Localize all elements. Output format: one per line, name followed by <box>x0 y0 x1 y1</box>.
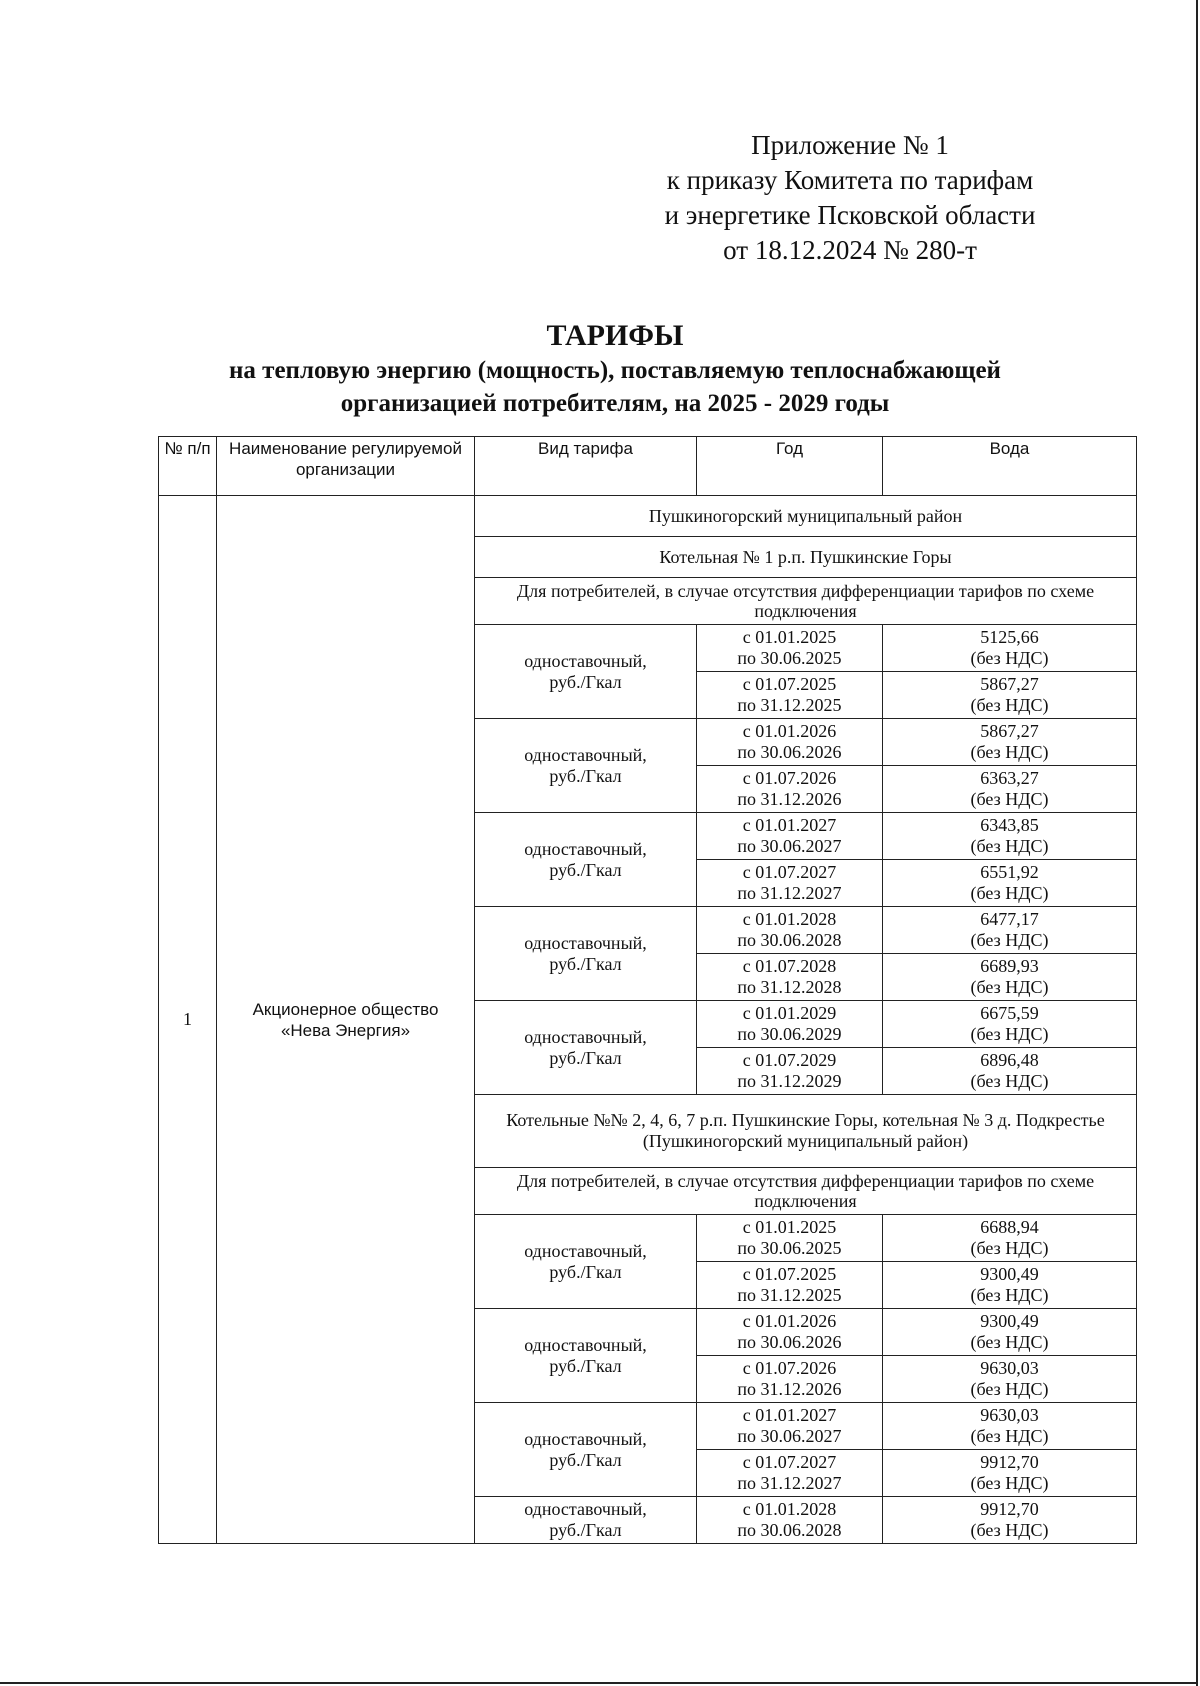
period-line: по 31.12.2026 <box>737 1379 842 1399</box>
period <box>697 1309 883 1356</box>
tariff-value <box>883 672 1137 719</box>
tariff-value-line: (без НДС) <box>970 1024 1049 1044</box>
tariff-type-line: одноставочный, <box>524 1499 647 1519</box>
consumer-note: Для потребителей, в случае отсутствия дифференциации тарифов по схеме подключения <box>475 578 1137 625</box>
tariff-value-line: (без НДС) <box>970 1071 1049 1091</box>
tariff-type-line: руб./Гкал <box>549 765 622 786</box>
appendix-line: к приказу Комитета по тарифам <box>666 165 1034 195</box>
period-line: с 01.01.2026 <box>742 721 837 741</box>
tariff-value-line: 5867,27 <box>980 721 1039 741</box>
title-line: на тепловую энергию (мощность), поставляемую теплоснабжающей <box>229 357 1001 384</box>
district-name: Пушкиногорский муниципальный район <box>475 496 1137 537</box>
period <box>697 625 883 672</box>
period-line: с 01.07.2027 <box>742 862 837 882</box>
tariff-value <box>883 1001 1137 1048</box>
tariff-value-line: 9300,49 <box>980 1311 1039 1331</box>
tariff-value-line: (без НДС) <box>970 1238 1049 1258</box>
tariff-value <box>883 1215 1137 1262</box>
title-line: организацией потребителям, на 2025 - 2029 годы <box>340 390 890 417</box>
period-line: по 30.06.2027 <box>737 836 842 856</box>
tariff-value <box>883 907 1137 954</box>
tariff-type-line: одноставочный, <box>524 650 647 671</box>
period <box>697 766 883 813</box>
tariff-value-line: (без НДС) <box>970 977 1049 997</box>
period <box>697 1262 883 1309</box>
period-line: по 30.06.2029 <box>737 1024 842 1044</box>
tariff-value <box>883 954 1137 1001</box>
tariff-type-line: руб./Гкал <box>549 953 622 974</box>
header-year: Год <box>697 437 883 496</box>
period-line: по 30.06.2025 <box>737 1238 842 1258</box>
tariff-type <box>475 813 697 907</box>
period-line: с 01.07.2025 <box>742 1264 837 1284</box>
tariff-value <box>883 860 1137 907</box>
period-line: по 31.12.2027 <box>737 883 842 903</box>
tariff-value-line: 5867,27 <box>980 674 1039 694</box>
period <box>697 1001 883 1048</box>
period-line: с 01.07.2027 <box>742 1452 837 1472</box>
tariff-type-line: одноставочный, <box>524 1428 647 1449</box>
tariff-value-line: (без НДС) <box>970 836 1049 856</box>
tariff-type-line: руб./Гкал <box>549 1449 622 1470</box>
tariff-value-line: (без НДС) <box>970 1285 1049 1305</box>
period <box>697 1356 883 1403</box>
tariff-type <box>475 1001 697 1095</box>
appendix-line: Приложение № 1 <box>751 130 949 160</box>
period <box>697 1215 883 1262</box>
tariff-value-line: (без НДС) <box>970 648 1049 668</box>
period-line: с 01.07.2025 <box>742 674 837 694</box>
period-line: по 31.12.2029 <box>737 1071 842 1091</box>
tariff-value-line: 6551,92 <box>980 862 1039 882</box>
period-line: с 01.01.2026 <box>742 1311 837 1331</box>
period-line: с 01.07.2029 <box>742 1050 837 1070</box>
period <box>697 813 883 860</box>
tariff-value-line: (без НДС) <box>970 1520 1049 1540</box>
tariff-value <box>883 1450 1137 1497</box>
tariff-value-line: 6363,27 <box>980 768 1039 788</box>
tariff-type <box>475 1497 697 1544</box>
tariff-value <box>883 719 1137 766</box>
tariff-value-line: 9912,70 <box>980 1499 1039 1519</box>
tariff-type <box>475 719 697 813</box>
tariff-type-line: одноставочный, <box>524 838 647 859</box>
appendix-line: от 18.12.2024 № 280-т <box>723 235 977 265</box>
tariff-value <box>883 625 1137 672</box>
consumer-note: Для потребителей, в случае отсутствия дифференциации тарифов по схеме подключения <box>475 1168 1137 1215</box>
period <box>697 1403 883 1450</box>
period-line: с 01.01.2027 <box>742 1405 837 1425</box>
header-num: № п/п <box>159 437 217 496</box>
tariff-value-line: 6477,17 <box>980 909 1039 929</box>
title-main: ТАРИФЫ <box>546 319 684 352</box>
tariff-type-line: одноставочный, <box>524 1334 647 1355</box>
period-line: по 30.06.2028 <box>737 930 842 950</box>
tariff-value-line: 9912,70 <box>980 1452 1039 1472</box>
tariff-type-line: одноставочный, <box>524 1240 647 1261</box>
period-line: с 01.01.2028 <box>742 909 837 929</box>
tariff-type-line: руб./Гкал <box>549 1261 622 1282</box>
period <box>697 860 883 907</box>
tariff-value <box>883 1048 1137 1095</box>
tariff-type-line: руб./Гкал <box>549 1047 622 1068</box>
tariff-type-line: одноставочный, <box>524 932 647 953</box>
tariff-value <box>883 1262 1137 1309</box>
tariff-value-line: 6675,59 <box>980 1003 1039 1023</box>
tariff-value-line: 6689,93 <box>980 956 1039 976</box>
period <box>697 907 883 954</box>
boiler-section-title: Котельная № 1 р.п. Пушкинские Горы <box>475 537 1137 578</box>
period <box>697 1048 883 1095</box>
tariff-value-line: (без НДС) <box>970 1473 1049 1493</box>
period <box>697 1450 883 1497</box>
period-line: с 01.01.2027 <box>742 815 837 835</box>
tariff-value <box>883 1356 1137 1403</box>
tariff-value-line: 9630,03 <box>980 1358 1039 1378</box>
tariff-body <box>159 496 1137 1544</box>
tariff-type-line: руб./Гкал <box>549 671 622 692</box>
period-line: по 31.12.2027 <box>737 1473 842 1493</box>
tariff-type <box>475 907 697 1001</box>
boiler-section-title: Котельные №№ 2, 4, 6, 7 р.п. Пушкинские Горы, котельная № 3 д. Подкрестье (Пушкиногорский муниципальный район) <box>475 1095 1137 1168</box>
org-name <box>217 496 475 1544</box>
tariff-value-line: (без НДС) <box>970 883 1049 903</box>
tariff-value-line: (без НДС) <box>970 1379 1049 1399</box>
tariff-type-line: руб./Гкал <box>549 1520 622 1540</box>
tariff-value-line: (без НДС) <box>970 789 1049 809</box>
tariff-value-line: 9630,03 <box>980 1405 1039 1425</box>
tariff-value-line: (без НДС) <box>970 930 1049 950</box>
period-line: по 31.12.2025 <box>737 1285 842 1305</box>
period-line: по 30.06.2026 <box>737 1332 842 1352</box>
tariff-value-line: 9300,49 <box>980 1264 1039 1284</box>
org-name-line: Акционерное общество <box>252 999 439 1019</box>
tariff-value-line: 5125,66 <box>980 627 1039 647</box>
table-header-row <box>159 437 1137 496</box>
period-line: по 31.12.2028 <box>737 977 842 997</box>
tariff-type <box>475 1215 697 1309</box>
tariff-type <box>475 1403 697 1497</box>
period-line: по 30.06.2028 <box>737 1520 842 1540</box>
header-tariff-type: Вид тарифа <box>475 437 697 496</box>
tariff-value <box>883 1309 1137 1356</box>
tariff-value-line: 6688,94 <box>980 1217 1039 1237</box>
period <box>697 719 883 766</box>
tariff-value-line: 6343,85 <box>980 815 1039 835</box>
period <box>697 1497 883 1544</box>
period-line: с 01.01.2025 <box>742 1217 837 1237</box>
period-line: по 30.06.2026 <box>737 742 842 762</box>
tariff-type <box>475 1309 697 1403</box>
tariff-type-line: одноставочный, <box>524 1026 647 1047</box>
appendix-line: и энергетике Псковской области <box>664 200 1036 230</box>
period-line: с 01.01.2025 <box>742 627 837 647</box>
document-title <box>150 318 1080 420</box>
tariff-value-line: (без НДС) <box>970 1426 1049 1446</box>
period-line: по 31.12.2025 <box>737 695 842 715</box>
tariff-value-line: (без НДС) <box>970 1332 1049 1352</box>
period-line: с 01.01.2029 <box>742 1003 837 1023</box>
tariff-type-line: руб./Гкал <box>549 1355 622 1376</box>
period-line: по 30.06.2025 <box>737 648 842 668</box>
tariff-value-line: (без НДС) <box>970 695 1049 715</box>
tariff-type-line: одноставочный, <box>524 744 647 765</box>
period-line: с 01.07.2026 <box>742 1358 837 1378</box>
tariff-value <box>883 813 1137 860</box>
tariff-value-line: 6896,48 <box>980 1050 1039 1070</box>
page-edge-right <box>1196 0 1198 1686</box>
period-line: по 31.12.2026 <box>737 789 842 809</box>
appendix-header <box>620 128 1080 268</box>
period-line: по 30.06.2027 <box>737 1426 842 1446</box>
tariff-value <box>883 766 1137 813</box>
period-line: с 01.01.2028 <box>742 1499 837 1519</box>
header-org: Наименование регулируемой организации <box>217 437 475 496</box>
tariff-value-line: (без НДС) <box>970 742 1049 762</box>
period-line: с 01.07.2028 <box>742 956 837 976</box>
tariff-value <box>883 1403 1137 1450</box>
table-row <box>159 496 1137 537</box>
page-edge-bottom <box>0 1682 1198 1684</box>
org-name-line: «Нева Энергия» <box>280 1020 411 1040</box>
period <box>697 672 883 719</box>
header-water: Вода <box>883 437 1137 496</box>
tariff-type <box>475 625 697 719</box>
tariff-type-line: руб./Гкал <box>549 859 622 880</box>
period-line: с 01.07.2026 <box>742 768 837 788</box>
row-number: 1 <box>159 496 217 1544</box>
tariff-value <box>883 1497 1137 1544</box>
period <box>697 954 883 1001</box>
tariff-table <box>158 436 1137 1544</box>
